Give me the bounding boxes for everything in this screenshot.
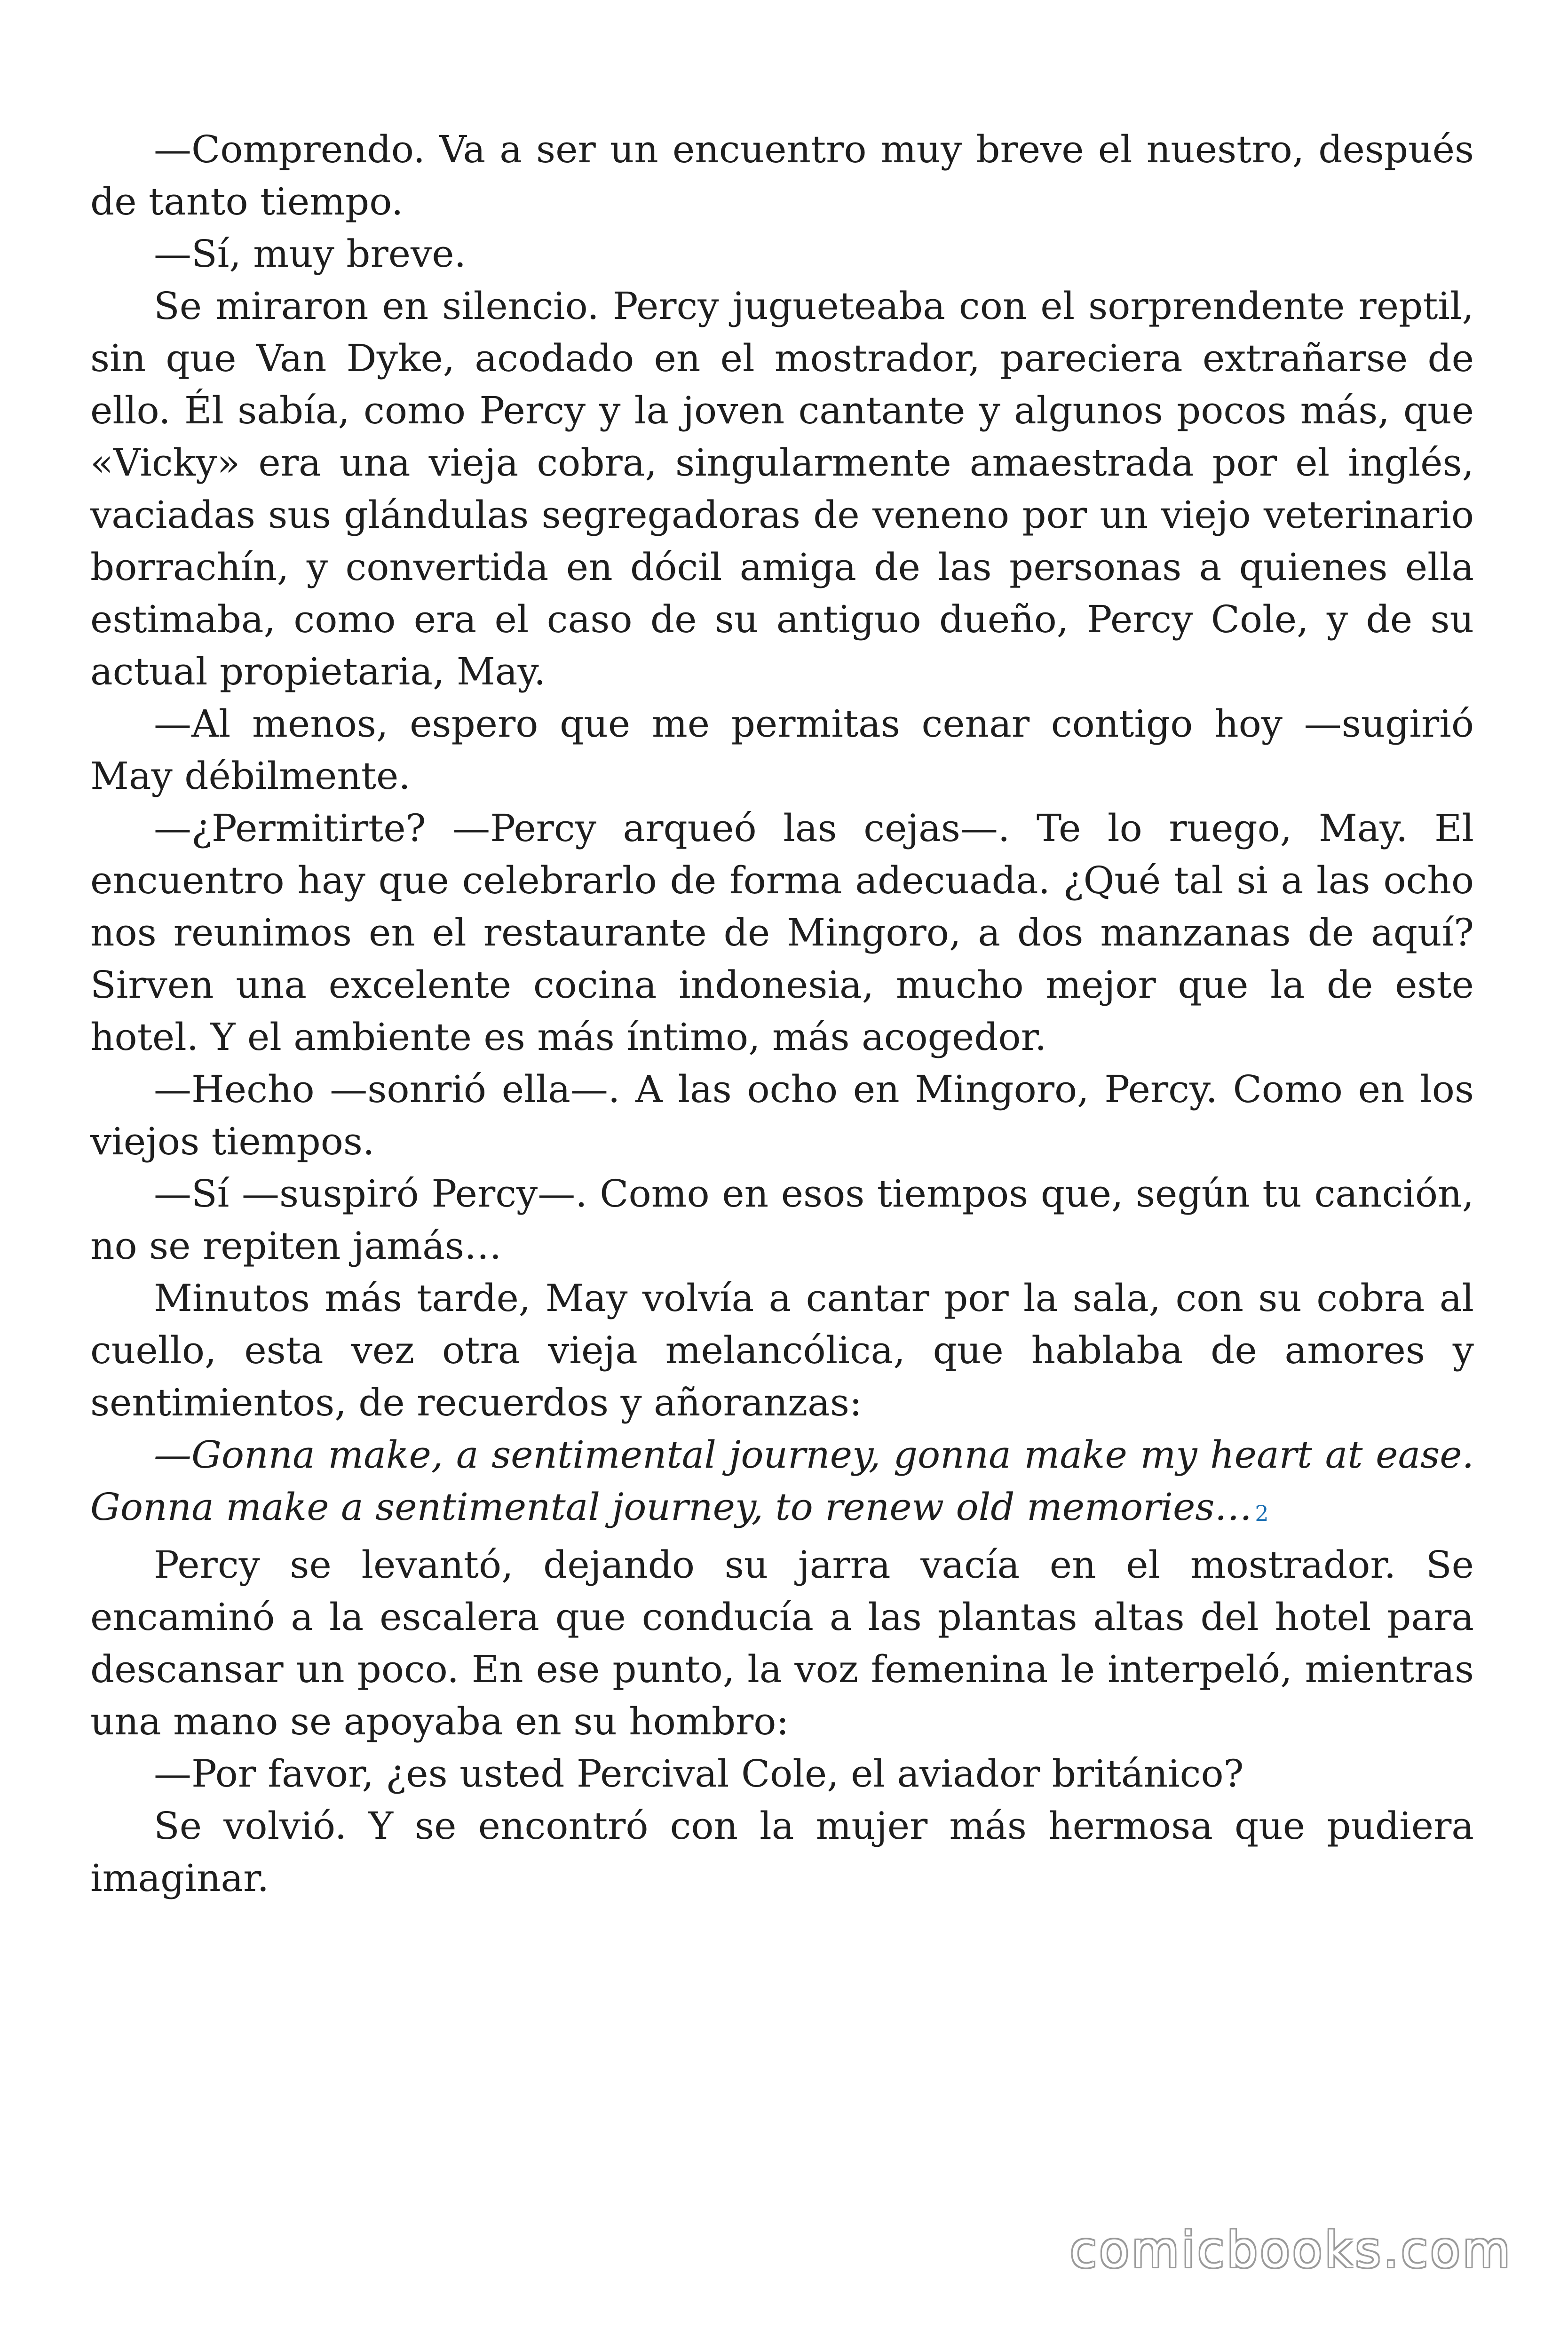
- watermark: comicbooks.com: [1069, 2221, 1513, 2279]
- paragraph: Percy se levantó, dejando su jarra vacía en el mostrador. Se encaminó a la escalera que conducía a las plantas altas del hotel para descansar un poco. En ese punto, la voz femenina le interpeló, mientras una mano se apoyaba en su hombro:: [90, 1543, 1474, 1743]
- song-lyrics: —Gonna make, a sentimental journey, gonna make my heart at ease. Gonna make a sentimental journey, to renew old memories…: [90, 1433, 1474, 1529]
- book-page-text: [90, 123, 1474, 1904]
- paragraph: —Sí —suspiró Percy—. Como en esos tiempos que, según tu canción, no se repiten jamás…: [90, 1172, 1474, 1268]
- paragraph: —Comprendo. Va a ser un encuentro muy breve el nuestro, después de tanto tiempo.: [90, 127, 1474, 223]
- paragraph: —¿Permitirte? —Percy arqueó las cejas—. Te lo ruego, May. El encuentro hay que celebrarlo de forma adecuada. ¿Qué tal si a las ocho nos reunimos en el restaurante de Mingoro, a dos manzanas de aquí? Sirven una excelente cocina indonesia, mucho mejor que la de este hotel. Y el ambiente es más íntimo, más acogedor.: [90, 806, 1474, 1059]
- paragraph: Se miraron en silencio. Percy jugueteaba con el sorprendente reptil, sin que Van Dyke, acodado en el mostrador, pareciera extrañarse de ello. Él sabía, como Percy y la joven cantante y algunos pocos más, que «Vicky» era una vieja cobra, singularmente amaestrada por el inglés, vaciadas sus glándulas segregadoras de veneno por un viejo veterinario borrachín, y convertida en dócil amiga de las personas a quienes ella estimaba, como era el caso de su antiguo dueño, Percy Cole, y de su actual propietaria, May.: [90, 284, 1474, 693]
- paragraph: Minutos más tarde, May volvía a cantar por la sala, con su cobra al cuello, esta vez otra vieja melancólica, que hablaba de amores y sentimientos, de recuerdos y añoranzas:: [90, 1276, 1474, 1424]
- paragraph: —Hecho —sonrió ella—. A las ocho en Mingoro, Percy. Como en los viejos tiempos.: [90, 1067, 1474, 1163]
- paragraph: —Sí, muy breve.: [154, 232, 467, 276]
- paragraph: Se volvió. Y se encontró con la mujer más hermosa que pudiera imaginar.: [90, 1804, 1474, 1900]
- footnote-link[interactable]: 2: [1255, 1501, 1269, 1526]
- paragraph: —Por favor, ¿es usted Percival Cole, el aviador británico?: [154, 1752, 1244, 1796]
- song-lyrics-paragraph: [90, 1429, 1474, 1539]
- paragraph: —Al menos, espero que me permitas cenar contigo hoy —sugirió May débilmente.: [90, 702, 1474, 798]
